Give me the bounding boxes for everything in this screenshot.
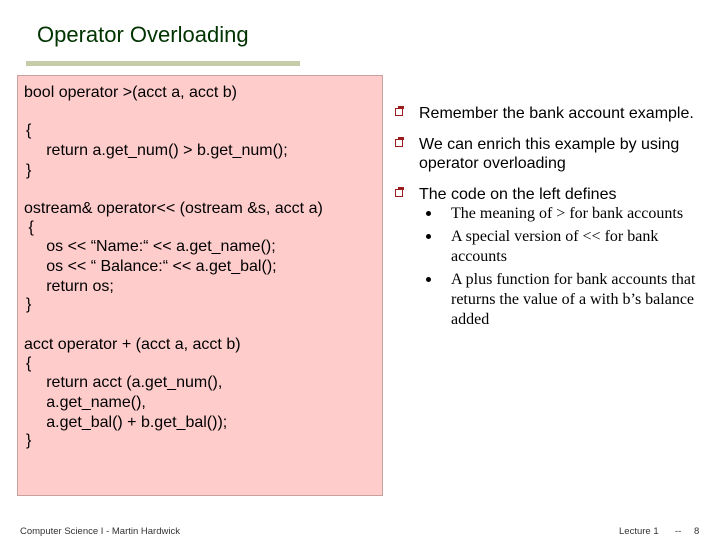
- code-line: {: [26, 122, 32, 139]
- code-line: ostream& operator<< (ostream &s, acct a): [24, 200, 323, 217]
- code-line: os << “ Balance:“ << a.get_bal();: [24, 258, 277, 275]
- sub-bullet-item: [392, 204, 710, 224]
- sub-bullet-text: The meaning of > for bank accounts: [451, 205, 684, 222]
- code-line: }: [26, 432, 32, 449]
- dot-bullet-icon: [426, 211, 431, 216]
- slide-title: Operator Overloading: [37, 22, 249, 47]
- code-line: bool operator >(acct a, acct b): [24, 84, 237, 101]
- sub-bullet-text: A plus function for bank accounts that returns the value of a with b’s balance added: [451, 271, 696, 328]
- dot-bullet-icon: [426, 277, 431, 282]
- footer-author: Computer Science I - Martin Hardwick: [20, 526, 180, 537]
- footer-separator: --: [675, 526, 682, 537]
- bullet-text: We can enrich this example by using operator overloading: [419, 136, 680, 172]
- code-line: a.get_bal() + b.get_bal());: [24, 414, 228, 431]
- checkbox-bullet-icon: [395, 139, 403, 147]
- bullet-list: [392, 104, 710, 330]
- sub-bullet-item: [392, 227, 710, 267]
- sub-bullet-item: [392, 270, 710, 330]
- code-line: {: [26, 355, 32, 372]
- sub-bullet-text: A special version of << for bank accounts: [451, 228, 659, 265]
- code-line: acct operator + (acct a, acct b): [24, 336, 241, 353]
- title-underline: [26, 61, 300, 66]
- checkbox-bullet-icon: [395, 189, 403, 197]
- code-line: os << “Name:“ << a.get_name();: [24, 238, 276, 255]
- code-line: return acct (a.get_num(),: [24, 374, 223, 391]
- code-line: return os;: [24, 278, 114, 295]
- footer-page-number: 8: [694, 526, 700, 537]
- dot-bullet-icon: [426, 234, 431, 239]
- code-line: return a.get_num() > b.get_num();: [24, 142, 288, 159]
- bullet-text: Remember the bank account example.: [419, 105, 694, 122]
- checkbox-bullet-icon: [395, 108, 403, 116]
- code-panel: [17, 75, 383, 496]
- code-line: {: [24, 219, 34, 236]
- bullet-item: [392, 185, 710, 204]
- bullet-item: [392, 104, 710, 123]
- bullet-text: The code on the left defines: [419, 186, 617, 203]
- bullet-item: [392, 135, 710, 173]
- code-line: }: [26, 296, 32, 313]
- footer-lecture: Lecture 1: [619, 526, 659, 537]
- code-line: a.get_name(),: [24, 394, 146, 411]
- code-line: }: [26, 162, 32, 179]
